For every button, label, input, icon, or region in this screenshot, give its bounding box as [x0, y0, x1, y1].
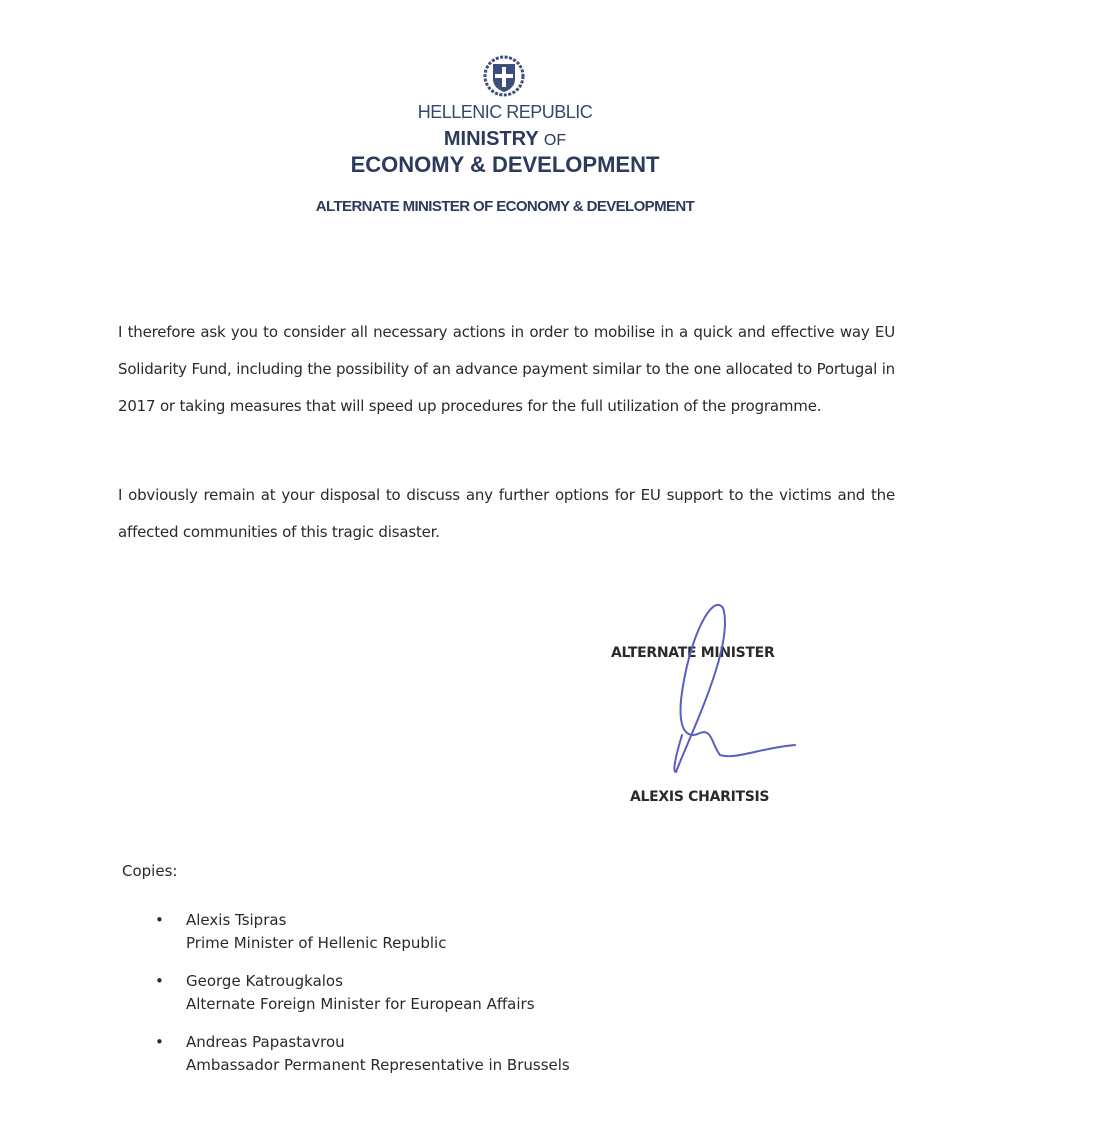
recipient-role: Alternate Foreign Minister for European Affairs [186, 995, 535, 1013]
copy-recipient [155, 1031, 570, 1077]
signatory-name: ALEXIS CHARITSIS [630, 789, 770, 805]
ministry-of: OF [543, 132, 567, 149]
country-name: HELLENIC REPUBLIC [417, 102, 593, 122]
bullet-icon: • [155, 1033, 164, 1051]
body-paragraph: I therefore ask you to consider all necessary actions in order to mobilise in a quick and effective way EU Solidarity Fund, including the possibility of an advance payment similar to the one allocated to Portugal in 2017 or taking measures that will speed up procedures for the full utilization of the programme. [118, 323, 895, 415]
recipient-name: Alexis Tsipras [186, 911, 287, 929]
ministry-name: ECONOMY & DEVELOPMENT [350, 152, 660, 177]
recipient-role: Ambassador Permanent Representative in Brussels [186, 1056, 570, 1074]
bullet-icon: • [155, 911, 164, 929]
office-title: ALTERNATE MINISTER OF ECONOMY & DEVELOPMENT [315, 198, 695, 215]
recipient-name: Andreas Papastavrou [186, 1033, 345, 1051]
bullet-icon: • [155, 972, 164, 990]
body-paragraph: I obviously remain at your disposal to discuss any further options for EU support to the victims and the affected communities of this tragic disaster. [118, 486, 895, 541]
recipient-name: George Katrougkalos [186, 972, 343, 990]
copy-recipient [155, 909, 446, 955]
signature-title: ALTERNATE MINISTER [611, 645, 775, 661]
recipient-role: Prime Minister of Hellenic Republic [186, 934, 447, 952]
ministry-word: MINISTRY [443, 128, 539, 150]
copies-label: Copies: [122, 862, 178, 880]
copy-recipient [155, 970, 535, 1016]
